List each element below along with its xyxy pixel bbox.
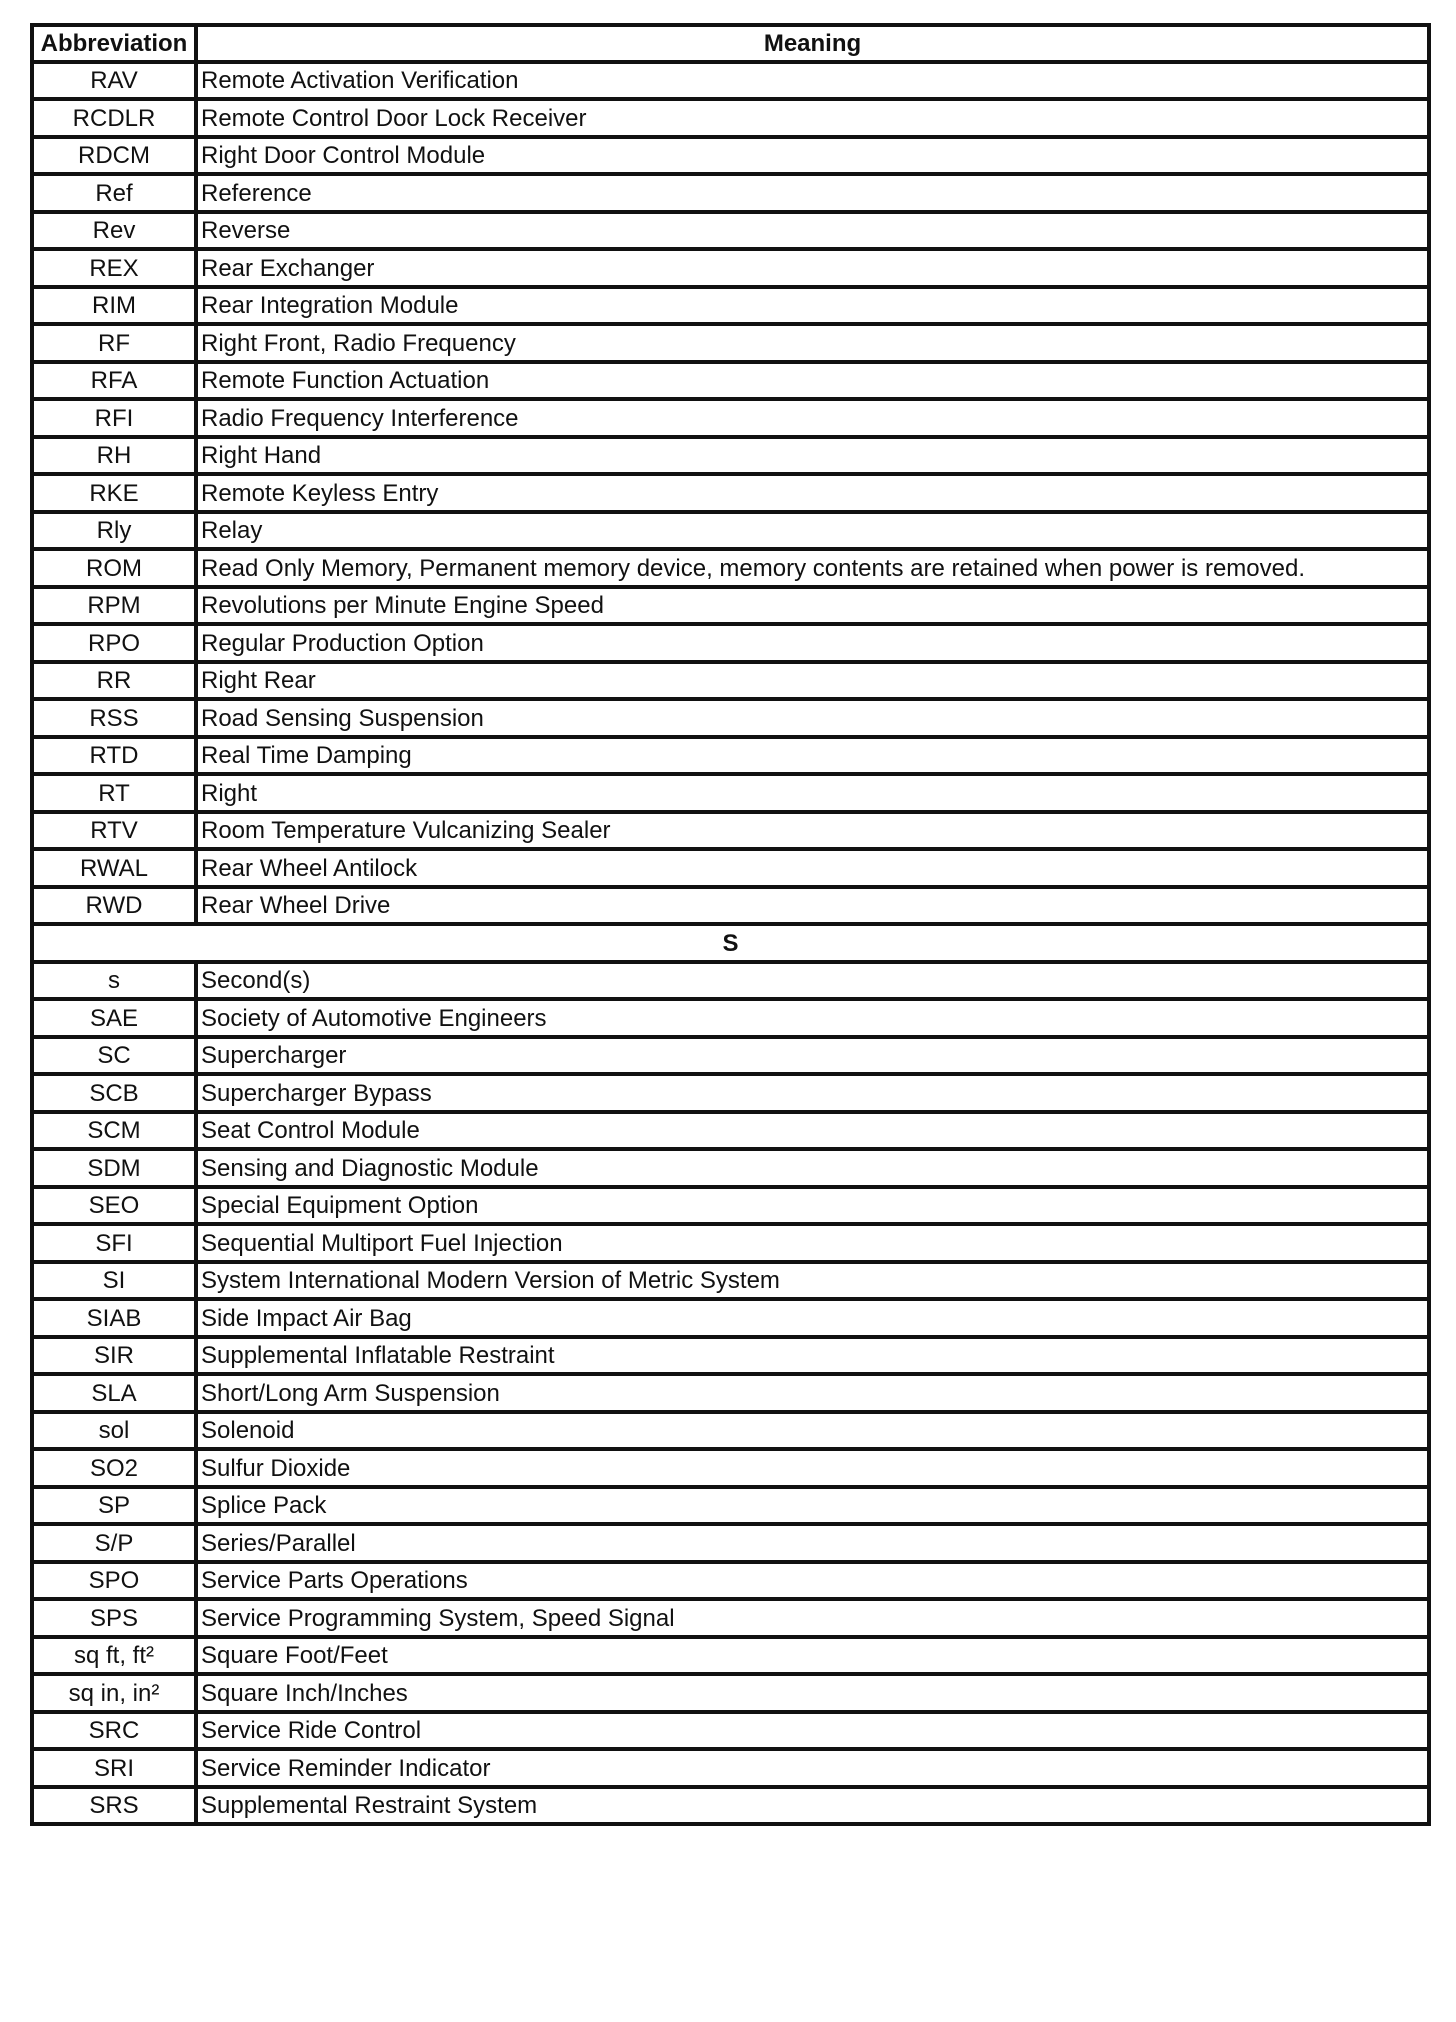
meaning-cell: Right Hand bbox=[196, 437, 1429, 474]
meaning-cell: Seat Control Module bbox=[196, 1112, 1429, 1149]
abbreviation-cell: RKE bbox=[32, 474, 196, 512]
meaning-cell: Road Sensing Suspension bbox=[196, 699, 1429, 737]
abbreviation-cell: SRI bbox=[32, 1749, 196, 1787]
table-row bbox=[32, 962, 1429, 999]
abbreviation-cell: s bbox=[32, 962, 196, 999]
meaning-cell: Remote Keyless Entry bbox=[196, 474, 1429, 512]
meaning-cell: Remote Activation Verification bbox=[196, 62, 1429, 99]
abbreviation-cell: RT bbox=[32, 774, 196, 812]
meaning-cell: Solenoid bbox=[196, 1412, 1429, 1449]
table-row bbox=[32, 1449, 1429, 1487]
meaning-cell: Rear Wheel Antilock bbox=[196, 849, 1429, 887]
meaning-cell: Supplemental Inflatable Restraint bbox=[196, 1337, 1429, 1374]
abbreviation-cell: RDCM bbox=[32, 137, 196, 174]
meaning-cell: Radio Frequency Interference bbox=[196, 399, 1429, 437]
abbreviation-cell: SAE bbox=[32, 999, 196, 1037]
abbreviation-cell: SIR bbox=[32, 1337, 196, 1374]
table-row bbox=[32, 287, 1429, 324]
table-row bbox=[32, 1562, 1429, 1599]
meaning-cell: Society of Automotive Engineers bbox=[196, 999, 1429, 1037]
meaning-cell: Sulfur Dioxide bbox=[196, 1449, 1429, 1487]
table-row bbox=[32, 1524, 1429, 1562]
meaning-cell: Square Foot/Feet bbox=[196, 1637, 1429, 1674]
abbreviation-cell: sq ft, ft² bbox=[32, 1637, 196, 1674]
table-row bbox=[32, 512, 1429, 549]
meaning-cell: Supercharger bbox=[196, 1037, 1429, 1074]
abbreviation-cell: SO2 bbox=[32, 1449, 196, 1487]
meaning-cell: Short/Long Arm Suspension bbox=[196, 1374, 1429, 1412]
abbreviation-cell: Rly bbox=[32, 512, 196, 549]
table-row bbox=[32, 1749, 1429, 1787]
meaning-cell: Real Time Damping bbox=[196, 737, 1429, 774]
abbreviation-cell: RWD bbox=[32, 887, 196, 924]
meaning-cell: Reference bbox=[196, 174, 1429, 212]
meaning-cell: Room Temperature Vulcanizing Sealer bbox=[196, 812, 1429, 849]
abbreviation-cell: sol bbox=[32, 1412, 196, 1449]
table-row bbox=[32, 1187, 1429, 1224]
table-row bbox=[32, 249, 1429, 287]
table-row bbox=[32, 62, 1429, 99]
abbreviation-cell: RF bbox=[32, 324, 196, 362]
table-row bbox=[32, 1149, 1429, 1187]
meaning-cell: Reverse bbox=[196, 212, 1429, 249]
meaning-cell: Rear Integration Module bbox=[196, 287, 1429, 324]
table-body bbox=[32, 62, 1429, 1824]
meaning-cell: Square Inch/Inches bbox=[196, 1674, 1429, 1712]
abbreviation-cell: RTD bbox=[32, 737, 196, 774]
abbreviation-cell: SRC bbox=[32, 1712, 196, 1749]
table-row bbox=[32, 1037, 1429, 1074]
abbreviation-cell: SEO bbox=[32, 1187, 196, 1224]
meaning-cell: Rear Wheel Drive bbox=[196, 887, 1429, 924]
abbreviation-cell: RR bbox=[32, 662, 196, 699]
table-row bbox=[32, 1224, 1429, 1262]
abbreviation-cell: SLA bbox=[32, 1374, 196, 1412]
meaning-cell: Supplemental Restraint System bbox=[196, 1787, 1429, 1824]
table-row bbox=[32, 174, 1429, 212]
section-heading: S bbox=[32, 924, 1429, 962]
meaning-cell: Splice Pack bbox=[196, 1487, 1429, 1524]
abbreviation-cell: RH bbox=[32, 437, 196, 474]
abbreviation-cell: ROM bbox=[32, 549, 196, 587]
meaning-cell: Right Door Control Module bbox=[196, 137, 1429, 174]
table-row bbox=[32, 399, 1429, 437]
table-row bbox=[32, 324, 1429, 362]
meaning-cell: Relay bbox=[196, 512, 1429, 549]
table-row bbox=[32, 474, 1429, 512]
table-row bbox=[32, 1074, 1429, 1112]
table-row bbox=[32, 1712, 1429, 1749]
meaning-cell: Supercharger Bypass bbox=[196, 1074, 1429, 1112]
abbreviation-cell: Ref bbox=[32, 174, 196, 212]
table-row bbox=[32, 1112, 1429, 1149]
meaning-cell: Rear Exchanger bbox=[196, 249, 1429, 287]
abbreviation-cell: RIM bbox=[32, 287, 196, 324]
section-row bbox=[32, 924, 1429, 962]
abbreviation-cell: REX bbox=[32, 249, 196, 287]
abbreviation-cell: SDM bbox=[32, 1149, 196, 1187]
table-row bbox=[32, 549, 1429, 587]
table-row bbox=[32, 1262, 1429, 1299]
abbreviation-column-header: Abbreviation bbox=[32, 25, 196, 62]
table-row bbox=[32, 1374, 1429, 1412]
abbreviation-cell: RSS bbox=[32, 699, 196, 737]
meaning-cell: Sensing and Diagnostic Module bbox=[196, 1149, 1429, 1187]
table-row bbox=[32, 849, 1429, 887]
meaning-cell: Special Equipment Option bbox=[196, 1187, 1429, 1224]
table-row bbox=[32, 887, 1429, 924]
meaning-cell: Second(s) bbox=[196, 962, 1429, 999]
table-row bbox=[32, 812, 1429, 849]
table-row bbox=[32, 999, 1429, 1037]
meaning-column-header: Meaning bbox=[196, 25, 1429, 62]
meaning-cell: Service Ride Control bbox=[196, 1712, 1429, 1749]
abbreviation-cell: RPM bbox=[32, 587, 196, 624]
meaning-cell: Right bbox=[196, 774, 1429, 812]
abbreviation-cell: SC bbox=[32, 1037, 196, 1074]
table-row bbox=[32, 774, 1429, 812]
table-row bbox=[32, 1487, 1429, 1524]
table-row bbox=[32, 1412, 1429, 1449]
table-row bbox=[32, 662, 1429, 699]
abbreviation-cell: SPS bbox=[32, 1599, 196, 1637]
abbreviation-table bbox=[30, 23, 1431, 1826]
meaning-cell: Service Reminder Indicator bbox=[196, 1749, 1429, 1787]
meaning-cell: Side Impact Air Bag bbox=[196, 1299, 1429, 1337]
meaning-cell: System International Modern Version of Metric System bbox=[196, 1262, 1429, 1299]
table-row bbox=[32, 587, 1429, 624]
table-row bbox=[32, 699, 1429, 737]
meaning-cell: Service Parts Operations bbox=[196, 1562, 1429, 1599]
table-row bbox=[32, 1599, 1429, 1637]
abbreviation-cell: RAV bbox=[32, 62, 196, 99]
table-row bbox=[32, 362, 1429, 399]
abbreviation-cell: SCB bbox=[32, 1074, 196, 1112]
table-row bbox=[32, 1299, 1429, 1337]
table-row bbox=[32, 212, 1429, 249]
meaning-cell: Revolutions per Minute Engine Speed bbox=[196, 587, 1429, 624]
abbreviation-cell: SPO bbox=[32, 1562, 196, 1599]
table-row bbox=[32, 1337, 1429, 1374]
abbreviation-cell: SRS bbox=[32, 1787, 196, 1824]
meaning-cell: Service Programming System, Speed Signal bbox=[196, 1599, 1429, 1637]
table-row bbox=[32, 737, 1429, 774]
abbreviation-cell: RTV bbox=[32, 812, 196, 849]
meaning-cell: Sequential Multiport Fuel Injection bbox=[196, 1224, 1429, 1262]
table-row bbox=[32, 99, 1429, 137]
abbreviation-cell: Rev bbox=[32, 212, 196, 249]
abbreviation-cell: SIAB bbox=[32, 1299, 196, 1337]
abbreviation-cell: RWAL bbox=[32, 849, 196, 887]
abbreviation-cell: sq in, in² bbox=[32, 1674, 196, 1712]
abbreviation-cell: RPO bbox=[32, 624, 196, 662]
table-row bbox=[32, 137, 1429, 174]
table-row bbox=[32, 1637, 1429, 1674]
table-row bbox=[32, 437, 1429, 474]
meaning-cell: Regular Production Option bbox=[196, 624, 1429, 662]
abbreviation-cell: RFI bbox=[32, 399, 196, 437]
abbreviation-cell: RCDLR bbox=[32, 99, 196, 137]
abbreviation-cell: RFA bbox=[32, 362, 196, 399]
meaning-cell: Remote Control Door Lock Receiver bbox=[196, 99, 1429, 137]
meaning-cell: Read Only Memory, Permanent memory device, memory contents are retained when power is removed. bbox=[196, 549, 1429, 587]
table-row bbox=[32, 1674, 1429, 1712]
meaning-cell: Remote Function Actuation bbox=[196, 362, 1429, 399]
abbreviation-cell: SP bbox=[32, 1487, 196, 1524]
meaning-cell: Right Rear bbox=[196, 662, 1429, 699]
table-row bbox=[32, 1787, 1429, 1824]
abbreviation-cell: SFI bbox=[32, 1224, 196, 1262]
abbreviation-cell: SCM bbox=[32, 1112, 196, 1149]
meaning-cell: Right Front, Radio Frequency bbox=[196, 324, 1429, 362]
header-row bbox=[32, 25, 1429, 62]
meaning-cell: Series/Parallel bbox=[196, 1524, 1429, 1562]
abbreviation-cell: S/P bbox=[32, 1524, 196, 1562]
abbreviation-cell: SI bbox=[32, 1262, 196, 1299]
table-row bbox=[32, 624, 1429, 662]
